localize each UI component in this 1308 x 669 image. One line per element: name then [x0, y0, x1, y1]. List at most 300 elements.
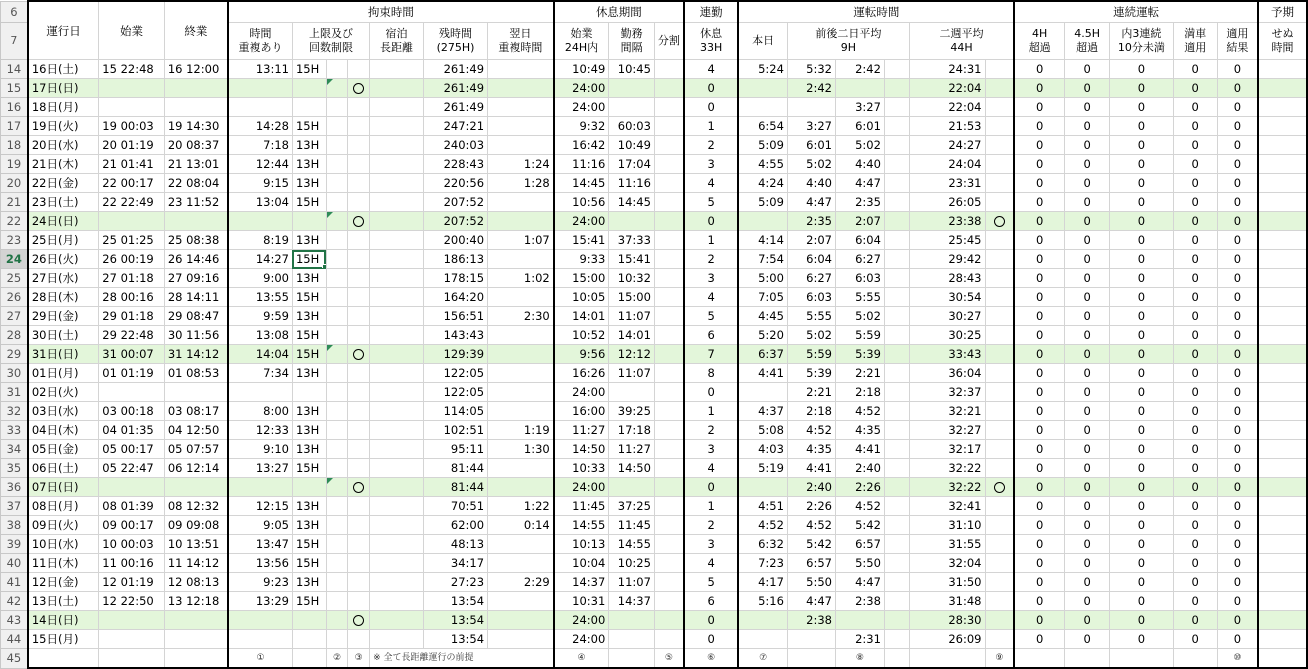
cell-week-circle[interactable]: [985, 611, 1014, 630]
cell-full[interactable]: 0: [1173, 402, 1217, 421]
header-result[interactable]: 適用 結果: [1217, 23, 1258, 60]
cell-start[interactable]: 01 01:19: [99, 364, 165, 383]
cell-longdist[interactable]: [370, 535, 424, 554]
cell-longdist[interactable]: [370, 592, 424, 611]
cell-longdist[interactable]: [370, 250, 424, 269]
cell-rest24[interactable]: 24:00: [554, 79, 609, 98]
cell-over4h[interactable]: 0: [1014, 611, 1064, 630]
cell-rest33[interactable]: 3: [684, 440, 739, 459]
cell-avg-c[interactable]: [884, 478, 909, 497]
cell-full[interactable]: 0: [1173, 288, 1217, 307]
cell-limit[interactable]: [292, 383, 326, 402]
cell-remain[interactable]: 13:54: [424, 592, 488, 611]
cell-today[interactable]: 5:09: [738, 193, 787, 212]
cell-start[interactable]: [99, 383, 165, 402]
cell-avg-c[interactable]: [884, 212, 909, 231]
cell-avg-a[interactable]: 6:04: [787, 250, 835, 269]
cell-date[interactable]: 24日(日): [28, 212, 99, 231]
cell-rest33[interactable]: 0: [684, 383, 739, 402]
cell-rest33[interactable]: 6: [684, 326, 739, 345]
cell-week-circle[interactable]: [985, 231, 1014, 250]
cell-week2[interactable]: 32:41: [909, 497, 985, 516]
cell-overlap[interactable]: 8:19: [228, 231, 292, 250]
cell-over45h[interactable]: 0: [1065, 231, 1110, 250]
row-number[interactable]: 21: [1, 193, 28, 212]
cell-under10[interactable]: 0: [1110, 212, 1173, 231]
cell-overlap[interactable]: 14:04: [228, 345, 292, 364]
cell-limit[interactable]: [292, 79, 326, 98]
cell-end[interactable]: [164, 611, 228, 630]
cell-split[interactable]: [654, 117, 684, 136]
cell-rest33[interactable]: 0: [684, 611, 739, 630]
cell-over4h[interactable]: 0: [1014, 269, 1064, 288]
cell-limit[interactable]: 13H: [292, 231, 326, 250]
row-number[interactable]: 7: [1, 23, 28, 60]
cell-date[interactable]: 11日(木): [28, 554, 99, 573]
cell-start[interactable]: [99, 611, 165, 630]
cell-date[interactable]: 15日(月): [28, 630, 99, 649]
cell-over4h[interactable]: 0: [1014, 440, 1064, 459]
cell-avg-b[interactable]: 5:59: [835, 326, 884, 345]
cell-end[interactable]: 22 08:04: [164, 174, 228, 193]
header-c4h[interactable]: 4H 超過: [1014, 23, 1064, 60]
cell-over4h[interactable]: 0: [1014, 459, 1064, 478]
cell-avg-c[interactable]: [884, 155, 909, 174]
cell-today[interactable]: 6:37: [738, 345, 787, 364]
cell-nextday[interactable]: [488, 478, 554, 497]
cell-rest24[interactable]: 10:56: [554, 193, 609, 212]
cell-limit[interactable]: 15H: [292, 250, 326, 269]
cell-under10[interactable]: 0: [1110, 326, 1173, 345]
cell-week2[interactable]: 25:45: [909, 231, 985, 250]
cell-workint[interactable]: 10:25: [609, 554, 655, 573]
cell-week2[interactable]: 21:53: [909, 117, 985, 136]
cell-today[interactable]: 5:24: [738, 60, 787, 79]
row-number[interactable]: 40: [1, 554, 28, 573]
cell-longdist[interactable]: [370, 630, 424, 649]
cell-over45h[interactable]: 0: [1065, 573, 1110, 592]
cell-week-circle[interactable]: [985, 535, 1014, 554]
cell-avg-b[interactable]: 6:27: [835, 250, 884, 269]
cell-overlap[interactable]: 13:47: [228, 535, 292, 554]
cell-unexp[interactable]: [1258, 212, 1307, 231]
cell-week-circle[interactable]: [985, 573, 1014, 592]
cell-full[interactable]: 0: [1173, 174, 1217, 193]
cell-flag[interactable]: [326, 440, 348, 459]
cell-today[interactable]: [738, 478, 787, 497]
cell-unexp[interactable]: [1258, 345, 1307, 364]
cell-over45h[interactable]: 0: [1065, 269, 1110, 288]
cell-end[interactable]: 31 14:12: [164, 345, 228, 364]
cell-today[interactable]: 5:00: [738, 269, 787, 288]
cell-result[interactable]: 0: [1217, 117, 1258, 136]
cell-split[interactable]: [654, 364, 684, 383]
cell-avg-c[interactable]: [884, 136, 909, 155]
cell-under10[interactable]: 0: [1110, 307, 1173, 326]
cell-avg-c[interactable]: [884, 592, 909, 611]
cell-split[interactable]: [654, 592, 684, 611]
cell-full[interactable]: 0: [1173, 421, 1217, 440]
cell-week-circle[interactable]: [985, 421, 1014, 440]
cell-result[interactable]: 0: [1217, 60, 1258, 79]
cell-limit[interactable]: 15H: [292, 592, 326, 611]
cell-week-circle[interactable]: [985, 478, 1014, 497]
cell-start[interactable]: 12 22:50: [99, 592, 165, 611]
cell-start[interactable]: 22 22:49: [99, 193, 165, 212]
cell-today[interactable]: 7:23: [738, 554, 787, 573]
cell-rest24[interactable]: 15:41: [554, 231, 609, 250]
cell-under10[interactable]: 0: [1110, 459, 1173, 478]
cell-workint[interactable]: 14:01: [609, 326, 655, 345]
cell-rest33[interactable]: 6: [684, 592, 739, 611]
cell-over45h[interactable]: 0: [1065, 630, 1110, 649]
cell-avg-b[interactable]: 2:31: [835, 630, 884, 649]
cell-rest24[interactable]: 15:00: [554, 269, 609, 288]
cell-avg-a[interactable]: 4:35: [787, 440, 835, 459]
cell-date[interactable]: 06日(土): [28, 459, 99, 478]
cell-split[interactable]: [654, 193, 684, 212]
cell-week2[interactable]: 24:04: [909, 155, 985, 174]
cell-over45h[interactable]: 0: [1065, 307, 1110, 326]
cell-result[interactable]: 0: [1217, 231, 1258, 250]
cell-rest33[interactable]: 4: [684, 459, 739, 478]
header-longdist[interactable]: 宿泊 長距離: [370, 23, 424, 60]
cell-over4h[interactable]: 0: [1014, 535, 1064, 554]
cell-rest24[interactable]: 24:00: [554, 478, 609, 497]
cell-start[interactable]: 11 00:16: [99, 554, 165, 573]
cell-avg-b[interactable]: 2:26: [835, 478, 884, 497]
header-rest24[interactable]: 始業 24H内: [554, 23, 609, 60]
header-c45h[interactable]: 4.5H 超過: [1065, 23, 1110, 60]
header-driving[interactable]: 運転時間: [738, 1, 1014, 23]
cell-avg-b[interactable]: 2:21: [835, 364, 884, 383]
footnote-text[interactable]: ※ 全て長距離運行の前提: [370, 649, 554, 669]
cell-overlap[interactable]: 12:44: [228, 155, 292, 174]
cell-longdist[interactable]: [370, 326, 424, 345]
cell-flag[interactable]: [326, 402, 348, 421]
cell-avg-a[interactable]: 5:32: [787, 60, 835, 79]
cell-start[interactable]: 05 00:17: [99, 440, 165, 459]
cell-date[interactable]: 26日(火): [28, 250, 99, 269]
cell-today[interactable]: 5:16: [738, 592, 787, 611]
cell-nextday[interactable]: 1:24: [488, 155, 554, 174]
cell-avg-a[interactable]: 2:35: [787, 212, 835, 231]
row-number[interactable]: 15: [1, 79, 28, 98]
cell-end[interactable]: 25 08:38: [164, 231, 228, 250]
cell-over4h[interactable]: 0: [1014, 421, 1064, 440]
cell-limit[interactable]: 13H: [292, 421, 326, 440]
cell-over4h[interactable]: 0: [1014, 136, 1064, 155]
cell-week2[interactable]: 32:27: [909, 421, 985, 440]
cell-overlap[interactable]: 7:18: [228, 136, 292, 155]
cell-week-circle[interactable]: [985, 459, 1014, 478]
cell-today[interactable]: [738, 98, 787, 117]
cell-longdist[interactable]: [370, 573, 424, 592]
cell-result[interactable]: 0: [1217, 155, 1258, 174]
row-number[interactable]: 33: [1, 421, 28, 440]
cell-circle[interactable]: [348, 611, 370, 630]
cell-workint[interactable]: 39:25: [609, 402, 655, 421]
cell-avg-a[interactable]: 4:47: [787, 193, 835, 212]
cell-full[interactable]: 0: [1173, 383, 1217, 402]
cell-result[interactable]: 0: [1217, 174, 1258, 193]
cell-remain[interactable]: 129:39: [424, 345, 488, 364]
cell-week-circle[interactable]: [985, 117, 1014, 136]
cell-end[interactable]: 21 13:01: [164, 155, 228, 174]
cell-under10[interactable]: 0: [1110, 554, 1173, 573]
cell-avg-c[interactable]: [884, 554, 909, 573]
cell-week2[interactable]: 24:27: [909, 136, 985, 155]
cell-week2[interactable]: 32:22: [909, 459, 985, 478]
cell[interactable]: [164, 649, 228, 669]
header-today[interactable]: 本日: [738, 23, 787, 60]
cell-week-circle[interactable]: [985, 402, 1014, 421]
cell-nextday[interactable]: 2:29: [488, 573, 554, 592]
cell-split[interactable]: [654, 288, 684, 307]
cell-rest33[interactable]: 3: [684, 155, 739, 174]
cell-date[interactable]: 21日(木): [28, 155, 99, 174]
cell-rest24[interactable]: 11:45: [554, 497, 609, 516]
cell-today[interactable]: 5:19: [738, 459, 787, 478]
cell-circle[interactable]: [348, 440, 370, 459]
cell-date[interactable]: 10日(水): [28, 535, 99, 554]
cell-longdist[interactable]: [370, 174, 424, 193]
cell-limit[interactable]: 15H: [292, 535, 326, 554]
cell-rest24[interactable]: 10:04: [554, 554, 609, 573]
cell-week2[interactable]: 26:05: [909, 193, 985, 212]
cell-flag[interactable]: [326, 117, 348, 136]
cell-longdist[interactable]: [370, 611, 424, 630]
cell-end[interactable]: [164, 478, 228, 497]
cell-date[interactable]: 14日(日): [28, 611, 99, 630]
cell-over45h[interactable]: 0: [1065, 421, 1110, 440]
cell-rest33[interactable]: 1: [684, 117, 739, 136]
cell-avg-a[interactable]: 2:18: [787, 402, 835, 421]
cell-week-circle[interactable]: [985, 174, 1014, 193]
cell-end[interactable]: 12 08:13: [164, 573, 228, 592]
cell-result[interactable]: 0: [1217, 421, 1258, 440]
cell[interactable]: [1173, 649, 1217, 669]
row-number[interactable]: 17: [1, 117, 28, 136]
cell-rest33[interactable]: 1: [684, 231, 739, 250]
cell-over45h[interactable]: 0: [1065, 497, 1110, 516]
cell-week2[interactable]: 28:30: [909, 611, 985, 630]
cell-flag[interactable]: [326, 98, 348, 117]
row-number[interactable]: 18: [1, 136, 28, 155]
cell-result[interactable]: 0: [1217, 478, 1258, 497]
cell-avg-c[interactable]: [884, 60, 909, 79]
cell-overlap[interactable]: 12:33: [228, 421, 292, 440]
cell-week-circle[interactable]: [985, 592, 1014, 611]
cell-nextday[interactable]: [488, 326, 554, 345]
cell-rest33[interactable]: 0: [684, 630, 739, 649]
cell-limit[interactable]: 13H: [292, 155, 326, 174]
cell-avg-c[interactable]: [884, 269, 909, 288]
cell-avg-c[interactable]: [884, 231, 909, 250]
cell-avg-b[interactable]: [835, 611, 884, 630]
cell-start[interactable]: 12 01:19: [99, 573, 165, 592]
cell-week2[interactable]: 33:43: [909, 345, 985, 364]
cell-avg-a[interactable]: 4:47: [787, 592, 835, 611]
cell-nextday[interactable]: [488, 554, 554, 573]
cell-end[interactable]: 06 12:14: [164, 459, 228, 478]
cell-end[interactable]: [164, 79, 228, 98]
cell-result[interactable]: 0: [1217, 440, 1258, 459]
cell-remain[interactable]: 178:15: [424, 269, 488, 288]
cell-split[interactable]: [654, 174, 684, 193]
cell-flag[interactable]: [326, 592, 348, 611]
header-continuous[interactable]: 連続運転: [1014, 1, 1258, 23]
cell-rest33[interactable]: 3: [684, 269, 739, 288]
cell-date[interactable]: 03日(水): [28, 402, 99, 421]
cell-under10[interactable]: 0: [1110, 383, 1173, 402]
cell-rest24[interactable]: 14:50: [554, 440, 609, 459]
cell-end[interactable]: 27 09:16: [164, 269, 228, 288]
cell-split[interactable]: [654, 497, 684, 516]
cell-avg-a[interactable]: 5:02: [787, 326, 835, 345]
cell-split[interactable]: [654, 212, 684, 231]
cell-overlap[interactable]: 13:27: [228, 459, 292, 478]
cell-end[interactable]: 11 14:12: [164, 554, 228, 573]
cell-week2[interactable]: 32:21: [909, 402, 985, 421]
cell-avg-a[interactable]: 2:26: [787, 497, 835, 516]
cell-week-circle[interactable]: [985, 269, 1014, 288]
header-overlap[interactable]: 時間 重複あり: [228, 23, 292, 60]
cell-circle[interactable]: [348, 402, 370, 421]
cell-circle[interactable]: [348, 421, 370, 440]
cell-unexp[interactable]: [1258, 60, 1307, 79]
row-number[interactable]: 41: [1, 573, 28, 592]
cell-avg-a[interactable]: 3:27: [787, 117, 835, 136]
cell-rest24[interactable]: 16:42: [554, 136, 609, 155]
cell-overlap[interactable]: 13:11: [228, 60, 292, 79]
cell-today[interactable]: 4:03: [738, 440, 787, 459]
cell-under10[interactable]: 0: [1110, 516, 1173, 535]
cell-week-circle[interactable]: [985, 250, 1014, 269]
cell-end[interactable]: 04 12:50: [164, 421, 228, 440]
cell-remain[interactable]: 122:05: [424, 364, 488, 383]
cell-limit[interactable]: [292, 212, 326, 231]
cell-flag[interactable]: [326, 554, 348, 573]
cell-split[interactable]: [654, 98, 684, 117]
cell-week-circle[interactable]: [985, 136, 1014, 155]
cell-overlap[interactable]: 9:05: [228, 516, 292, 535]
cell-avg-a[interactable]: 6:03: [787, 288, 835, 307]
cell-circle[interactable]: [348, 497, 370, 516]
cell-overlap[interactable]: 14:27: [228, 250, 292, 269]
cell-over45h[interactable]: 0: [1065, 535, 1110, 554]
cell-overlap[interactable]: 8:00: [228, 402, 292, 421]
cell-limit[interactable]: 13H: [292, 516, 326, 535]
cell-workint[interactable]: 14:50: [609, 459, 655, 478]
cell-over4h[interactable]: 0: [1014, 117, 1064, 136]
cell-result[interactable]: 0: [1217, 345, 1258, 364]
header-unexp[interactable]: せぬ 時間: [1258, 23, 1307, 60]
cell-avg-c[interactable]: [884, 307, 909, 326]
header-limit[interactable]: 上限及び 回数制限: [292, 23, 369, 60]
row-number[interactable]: 29: [1, 345, 28, 364]
cell-over4h[interactable]: 0: [1014, 288, 1064, 307]
cell-remain[interactable]: 81:44: [424, 478, 488, 497]
cell-split[interactable]: [654, 478, 684, 497]
cell-week-circle[interactable]: [985, 364, 1014, 383]
cell-workint[interactable]: 15:41: [609, 250, 655, 269]
cell-over45h[interactable]: 0: [1065, 402, 1110, 421]
cell-avg-b[interactable]: 6:01: [835, 117, 884, 136]
cell-circle[interactable]: [348, 288, 370, 307]
cell-unexp[interactable]: [1258, 193, 1307, 212]
cell-split[interactable]: [654, 136, 684, 155]
cell-avg-b[interactable]: 5:02: [835, 307, 884, 326]
cell-result[interactable]: 0: [1217, 402, 1258, 421]
cell[interactable]: [1065, 649, 1110, 669]
cell-longdist[interactable]: [370, 478, 424, 497]
cell-avg-a[interactable]: 2:42: [787, 79, 835, 98]
cell-full[interactable]: 0: [1173, 193, 1217, 212]
cell-rest24[interactable]: 24:00: [554, 630, 609, 649]
row-number[interactable]: 32: [1, 402, 28, 421]
cell-today[interactable]: 7:05: [738, 288, 787, 307]
cell-flag[interactable]: [326, 79, 348, 98]
cell-date[interactable]: 18日(月): [28, 98, 99, 117]
cell-unexp[interactable]: [1258, 98, 1307, 117]
cell-date[interactable]: 09日(火): [28, 516, 99, 535]
cell-today[interactable]: 7:54: [738, 250, 787, 269]
cell-over45h[interactable]: 0: [1065, 212, 1110, 231]
cell-rest33[interactable]: 8: [684, 364, 739, 383]
cell-unexp[interactable]: [1258, 611, 1307, 630]
cell-avg-c[interactable]: [884, 421, 909, 440]
cell-split[interactable]: [654, 269, 684, 288]
cell-end[interactable]: [164, 630, 228, 649]
header-rest33[interactable]: 休息 33H: [684, 23, 739, 60]
cell-circle[interactable]: [348, 174, 370, 193]
cell-result[interactable]: 0: [1217, 98, 1258, 117]
cell-rest24[interactable]: 9:32: [554, 117, 609, 136]
row-number[interactable]: 20: [1, 174, 28, 193]
cell-overlap[interactable]: 13:56: [228, 554, 292, 573]
cell-split[interactable]: [654, 402, 684, 421]
row-number[interactable]: 43: [1, 611, 28, 630]
cell-under10[interactable]: 0: [1110, 60, 1173, 79]
cell-remain[interactable]: 240:03: [424, 136, 488, 155]
cell-today[interactable]: 6:54: [738, 117, 787, 136]
cell-flag[interactable]: [326, 611, 348, 630]
cell-longdist[interactable]: [370, 212, 424, 231]
cell-split[interactable]: [654, 155, 684, 174]
cell-full[interactable]: 0: [1173, 364, 1217, 383]
cell-full[interactable]: 0: [1173, 459, 1217, 478]
cell-rest33[interactable]: 4: [684, 60, 739, 79]
cell-circle[interactable]: [348, 364, 370, 383]
row-number[interactable]: 38: [1, 516, 28, 535]
cell-under10[interactable]: 0: [1110, 269, 1173, 288]
cell-longdist[interactable]: [370, 440, 424, 459]
cell-week-circle[interactable]: [985, 554, 1014, 573]
cell-unexp[interactable]: [1258, 459, 1307, 478]
cell-week2[interactable]: 22:04: [909, 98, 985, 117]
cell-start[interactable]: 22 00:17: [99, 174, 165, 193]
cell-week-circle[interactable]: [985, 326, 1014, 345]
cell-avg-c[interactable]: [884, 288, 909, 307]
cell[interactable]: [609, 649, 655, 669]
cell-overlap[interactable]: [228, 79, 292, 98]
cell-full[interactable]: 0: [1173, 212, 1217, 231]
cell-rest24[interactable]: 16:00: [554, 402, 609, 421]
cell-longdist[interactable]: [370, 155, 424, 174]
cell-date[interactable]: 20日(水): [28, 136, 99, 155]
row-number[interactable]: 25: [1, 269, 28, 288]
